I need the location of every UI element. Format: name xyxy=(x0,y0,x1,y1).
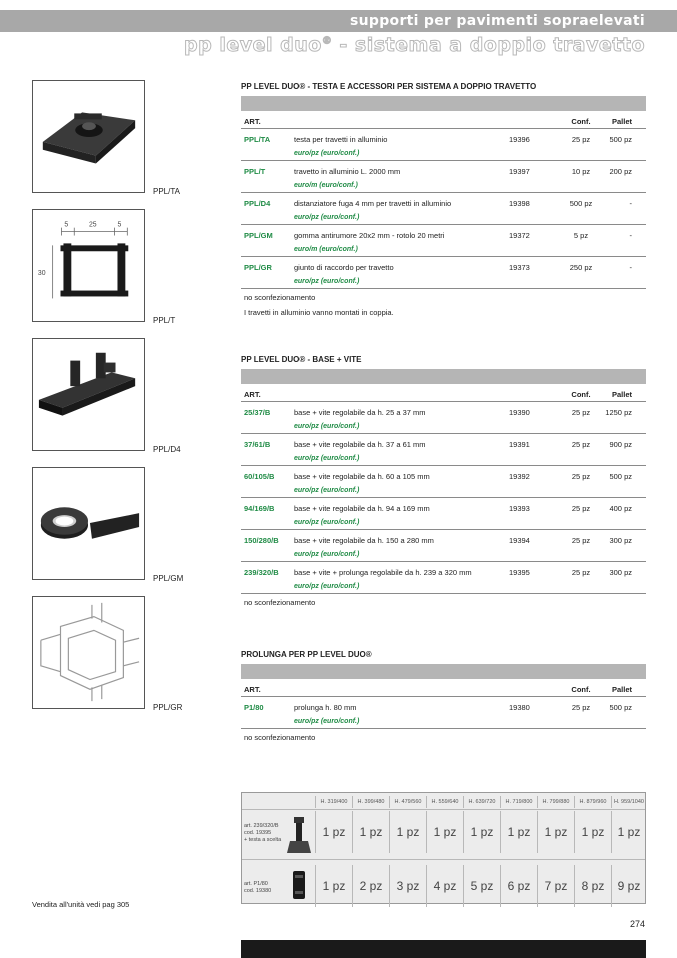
section-title: PP LEVEL DUO® - BASE + VITE xyxy=(241,355,362,364)
grid-header: H. 879/960 xyxy=(574,796,611,808)
col-art: ART. xyxy=(244,390,261,399)
thumbnail-label: PPL/GR xyxy=(153,703,183,712)
row-price-unit: euro/pz (euro/conf.) xyxy=(294,455,360,462)
section-accessori xyxy=(241,82,646,321)
row-conf: 25 pz xyxy=(571,440,591,449)
row-desc: base + vite regolabile da h. 60 a 105 mm xyxy=(294,472,430,481)
grid-cell: 1 pz xyxy=(611,811,646,853)
row-pallet: - xyxy=(629,231,632,240)
row-desc: travetto in alluminio L. 2000 mm xyxy=(294,167,401,176)
row-pallet: 200 pz xyxy=(609,167,632,176)
footer-bar xyxy=(241,940,646,958)
grid-header: H. 399/480 xyxy=(352,796,389,808)
grid-cell: 1 pz xyxy=(537,811,574,853)
row-pallet: 300 pz xyxy=(609,568,632,577)
row-code: PPL/TA xyxy=(244,135,271,144)
thumbnail-ppl-d4 xyxy=(32,338,145,451)
row-code: PPL/GR xyxy=(244,263,272,272)
row-desc: base + vite regolabile da h. 25 a 37 mm xyxy=(294,408,426,417)
col-pallet: Pallet xyxy=(611,117,632,126)
height-combination-table xyxy=(241,792,646,904)
table-row xyxy=(241,161,646,193)
row-code: 60/105/B xyxy=(244,472,275,481)
table-row xyxy=(241,434,646,466)
table-row xyxy=(241,697,646,729)
joint-icon xyxy=(33,597,144,708)
row-conf: 25 pz xyxy=(571,504,591,513)
row-number: 19398 xyxy=(509,199,530,208)
head-support-icon xyxy=(33,81,144,192)
support-pedestal-icon xyxy=(286,815,312,857)
header-title: supporti per pavimenti sopraelevati xyxy=(349,13,645,29)
svg-text:5: 5 xyxy=(64,221,69,229)
row-number: 19390 xyxy=(509,408,530,417)
grid-divider xyxy=(242,809,645,810)
row-price-unit: euro/pz (euro/conf.) xyxy=(294,718,360,725)
col-conf: Conf. xyxy=(571,685,591,694)
grid-cell: 1 pz xyxy=(352,811,389,853)
grid-cell: 9 pz xyxy=(611,865,646,907)
row-pallet: 900 pz xyxy=(609,440,632,449)
grid-row1-label-line: art. 239/320/B xyxy=(244,823,279,829)
table-row xyxy=(241,498,646,530)
grid-cell: 2 pz xyxy=(352,865,389,907)
grid-cell: 1 pz xyxy=(389,811,426,853)
grid-row2-label-line: cod. 19380 xyxy=(244,888,272,895)
svg-text:30: 30 xyxy=(37,269,46,277)
section-note: no sconfezionamento xyxy=(244,598,316,607)
svg-text:25: 25 xyxy=(88,221,97,229)
grid-divider xyxy=(242,859,645,860)
row-conf: 500 pz xyxy=(569,199,593,208)
grid-header: H. 319/400 xyxy=(315,796,352,808)
row-desc: distanziatore fuga 4 mm per travetti in alluminio xyxy=(294,199,452,208)
row-conf: 250 pz xyxy=(569,263,593,272)
row-number: 19380 xyxy=(509,703,530,712)
col-art: ART. xyxy=(244,685,261,694)
table-row xyxy=(241,257,646,289)
col-pallet: Pallet xyxy=(611,685,632,694)
row-pallet: 300 pz xyxy=(609,536,632,545)
spacer-icon xyxy=(33,339,144,450)
row-number: 19397 xyxy=(509,167,530,176)
section-gray-band xyxy=(241,369,646,384)
row-code: P1/80 xyxy=(244,703,264,712)
page-number: 274 xyxy=(629,919,645,929)
table-row xyxy=(241,562,646,594)
thumbnail-ppl-gm xyxy=(32,467,145,580)
row-conf: 25 pz xyxy=(571,568,591,577)
table-row xyxy=(241,129,646,161)
row-price-unit: euro/pz (euro/conf.) xyxy=(294,551,360,558)
grid-cell: 1 pz xyxy=(315,811,352,853)
grid-cell: 6 pz xyxy=(500,865,537,907)
header-subtitle xyxy=(184,34,645,56)
grid-cell: 4 pz xyxy=(426,865,463,907)
section-title: PROLUNGA PER PP LEVEL DUO® xyxy=(241,650,372,659)
row-desc: gomma antirumore 20x2 mm - rotolo 20 metri xyxy=(294,231,445,240)
col-pallet: Pallet xyxy=(611,390,632,399)
subtitle-registered: ® xyxy=(321,35,333,47)
grid-header: H. 959/1040 xyxy=(611,796,646,808)
table-header xyxy=(241,384,646,402)
section-gray-band xyxy=(241,664,646,679)
grid-row1-label-line: cod. 19395 xyxy=(244,830,272,837)
row-number: 19392 xyxy=(509,472,530,481)
row-desc: base + vite + prolunga regolabile da h. 239 a 320 mm xyxy=(294,568,472,577)
row-pallet: 500 pz xyxy=(609,135,632,144)
row-desc: giunto di raccordo per travetto xyxy=(294,263,394,272)
row-price-unit: euro/pz (euro/conf.) xyxy=(294,278,360,285)
row-number: 19373 xyxy=(509,263,530,272)
row-desc: base + vite regolabile da h. 94 a 169 mm xyxy=(294,504,430,513)
section-gray-band xyxy=(241,96,646,111)
table-header xyxy=(241,111,646,129)
row-price-unit: euro/pz (euro/conf.) xyxy=(294,519,360,526)
grid-row1-label-line: + testa a scelta xyxy=(244,837,282,844)
col-art: ART. xyxy=(244,117,261,126)
row-desc: base + vite regolabile da h. 37 a 61 mm xyxy=(294,440,426,449)
grid-cell: 1 pz xyxy=(463,811,500,853)
section-note: I travetti in alluminio vanno montati in coppia. xyxy=(244,308,394,317)
grid-header: H. 479/560 xyxy=(389,796,426,808)
grid-cell: 3 pz xyxy=(389,865,426,907)
grid-cell: 1 pz xyxy=(500,811,537,853)
grid-cell: 7 pz xyxy=(537,865,574,907)
row-price-unit: euro/pz (euro/conf.) xyxy=(294,487,360,494)
row-conf: 5 pz xyxy=(573,231,589,240)
table-row xyxy=(241,466,646,498)
thumbnail-label: PPL/GM xyxy=(153,574,184,583)
col-conf: Conf. xyxy=(571,390,591,399)
grid-cell: 1 pz xyxy=(315,865,352,907)
grid-header: H. 559/640 xyxy=(426,796,463,808)
row-code: PPL/D4 xyxy=(244,199,271,208)
row-desc: testa per travetti in alluminio xyxy=(294,135,388,144)
grid-cell: 8 pz xyxy=(574,865,611,907)
row-number: 19393 xyxy=(509,504,530,513)
row-conf: 25 pz xyxy=(571,536,591,545)
row-price-unit: euro/pz (euro/conf.) xyxy=(294,583,360,590)
thumbnail-label: PPL/D4 xyxy=(153,445,181,454)
grid-row1-label xyxy=(244,823,281,844)
row-number: 19372 xyxy=(509,231,530,240)
row-price-unit: euro/pz (euro/conf.) xyxy=(294,423,360,430)
row-code: PPL/T xyxy=(244,167,266,176)
row-conf: 25 pz xyxy=(571,472,591,481)
footer-note: Vendita all'unità vedi pag 305 xyxy=(32,900,130,909)
row-price-unit: euro/pz (euro/conf.) xyxy=(294,214,360,221)
row-conf: 25 pz xyxy=(571,703,591,712)
grid-header: H. 719/800 xyxy=(500,796,537,808)
grid-row2-label-line: art. P1/80 xyxy=(244,881,268,887)
table-row xyxy=(241,193,646,225)
table-row xyxy=(241,402,646,434)
row-conf: 25 pz xyxy=(571,135,591,144)
section-note: no sconfezionamento xyxy=(244,293,316,302)
row-price-unit: euro/pz (euro/conf.) xyxy=(294,150,360,157)
thumbnail-ppl-t xyxy=(32,209,145,322)
grid-header: H. 639/720 xyxy=(463,796,500,808)
grid-row2-label xyxy=(244,881,271,895)
col-conf: Conf. xyxy=(571,117,591,126)
subtitle-rest: - sistema a doppio travetto xyxy=(332,34,645,56)
row-conf: 10 pz xyxy=(571,167,591,176)
row-pallet: - xyxy=(629,263,632,272)
row-code: 94/169/B xyxy=(244,504,275,513)
svg-text:5: 5 xyxy=(117,221,122,229)
row-code: 150/280/B xyxy=(244,536,279,545)
row-pallet: 500 pz xyxy=(609,472,632,481)
row-number: 19396 xyxy=(509,135,530,144)
grid-cell: 1 pz xyxy=(574,811,611,853)
row-code: PPL/GM xyxy=(244,231,273,240)
thumbnail-label: PPL/TA xyxy=(153,187,180,196)
row-code: 37/61/B xyxy=(244,440,271,449)
table-row xyxy=(241,530,646,562)
table-row xyxy=(241,225,646,257)
section-prolunga xyxy=(241,650,646,745)
row-number: 19391 xyxy=(509,440,530,449)
row-pallet: 1250 pz xyxy=(605,408,632,417)
row-price-unit: euro/m (euro/conf.) xyxy=(294,246,358,253)
table-header xyxy=(241,679,646,697)
grid-header: H. 799/880 xyxy=(537,796,574,808)
subtitle-brand: pp level duo xyxy=(184,34,322,56)
row-number: 19394 xyxy=(509,536,530,545)
thumbnail-ppl-ta xyxy=(32,80,145,193)
thumbnail-ppl-gr xyxy=(32,596,145,709)
row-desc: prolunga h. 80 mm xyxy=(294,703,357,712)
row-desc: base + vite regolabile da h. 150 a 280 mm xyxy=(294,536,434,545)
grid-cell: 1 pz xyxy=(426,811,463,853)
section-title: PP LEVEL DUO® - TESTA E ACCESSORI PER SISTEMA A DOPPIO TRAVETTO xyxy=(241,82,537,91)
thumbnail-label: PPL/T xyxy=(153,316,176,325)
row-pallet: 500 pz xyxy=(609,703,632,712)
row-number: 19395 xyxy=(509,568,530,577)
row-code: 25/37/B xyxy=(244,408,271,417)
row-conf: 25 pz xyxy=(571,408,591,417)
section-note: no sconfezionamento xyxy=(244,733,316,742)
row-pallet: - xyxy=(629,199,632,208)
profile-section-icon xyxy=(33,210,144,321)
section-base-vite xyxy=(241,355,646,610)
extension-icon xyxy=(290,869,308,901)
row-price-unit: euro/m (euro/conf.) xyxy=(294,182,358,189)
row-code: 239/320/B xyxy=(244,568,279,577)
tape-roll-icon xyxy=(33,468,144,579)
header-bar xyxy=(0,10,677,32)
grid-cell: 5 pz xyxy=(463,865,500,907)
row-pallet: 400 pz xyxy=(609,504,632,513)
